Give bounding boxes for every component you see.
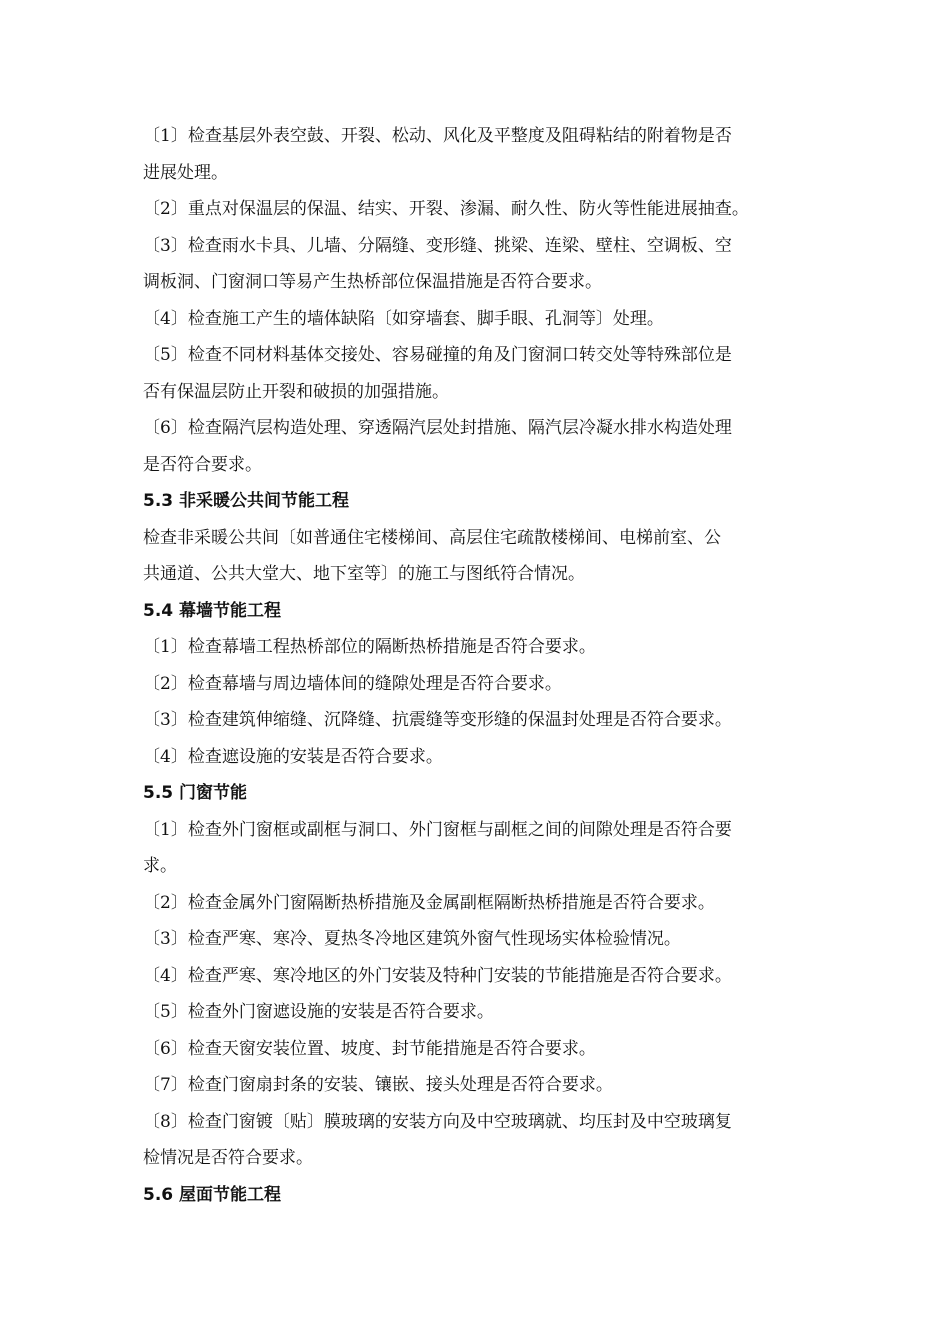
section-heading: 5.4 幕墙节能工程 — [143, 600, 282, 621]
paragraph-line: 〔1〕检查幕墙工程热桥部位的隔断热桥措施是否符合要求。 — [143, 637, 596, 657]
paragraph-line: 检查非采暖公共间〔如普通住宅楼梯间、高层住宅疏散楼梯间、电梯前室、公 — [143, 527, 721, 548]
paragraph-line: 〔5〕检查不同材料基体交接处、容易碰撞的角及门窗洞口转交处等特殊部位是 — [143, 345, 732, 365]
paragraph-line: 调板洞、门窗洞口等易产生热桥部位保温措施是否符合要求。 — [143, 272, 602, 292]
paragraph-line: 〔2〕重点对保温层的保温、结实、开裂、渗漏、耐久性、防火等性能进展抽查。 — [143, 199, 749, 219]
section-heading: 5.5 门窗节能 — [143, 783, 248, 803]
paragraph-line: 〔4〕检查遮设施的安装是否符合要求。 — [143, 746, 443, 767]
document-body — [143, 118, 823, 1213]
paragraph-line: 进展处理。 — [143, 162, 228, 183]
paragraph-line: 〔6〕检查天窗安装位置、坡度、封节能措施是否符合要求。 — [143, 1038, 596, 1059]
paragraph-line: 〔1〕检查基层外表空鼓、开裂、松动、风化及平整度及阻碍粘结的附着物是否 — [143, 126, 732, 146]
paragraph-line: 〔2〕检查金属外门窗隔断热桥措施及金属副框隔断热桥措施是否符合要求。 — [143, 892, 715, 913]
section-heading: 5.3 非采暖公共间节能工程 — [143, 491, 350, 511]
paragraph-line: 〔8〕检查门窗镀〔贴〕膜玻璃的安装方向及中空玻璃就、均压封及中空玻璃复 — [143, 1111, 732, 1132]
section-heading: 5.6 屋面节能工程 — [143, 1184, 282, 1205]
paragraph-line: 〔4〕检查施工产生的墙体缺陷〔如穿墙套、脚手眼、孔洞等〕处理。 — [143, 308, 664, 329]
paragraph-line: 〔6〕检查隔汽层构造处理、穿透隔汽层处封措施、隔汽层冷凝水排水构造处理 — [143, 418, 732, 438]
paragraph-line: 〔7〕检查门窗扇封条的安装、镶嵌、接头处理是否符合要求。 — [143, 1075, 613, 1095]
paragraph-line: 否有保温层防止开裂和破损的加强措施。 — [143, 381, 449, 402]
paragraph-line: 是否符合要求。 — [143, 454, 262, 475]
paragraph-line: 〔3〕检查雨水卡具、儿墙、分隔缝、变形缝、挑梁、连梁、壁柱、空调板、空 — [143, 235, 732, 256]
paragraph-line: 〔1〕检查外门窗框或副框与洞口、外门窗框与副框之间的间隙处理是否符合要 — [143, 819, 732, 840]
paragraph-line: 检情况是否符合要求。 — [143, 1148, 313, 1168]
paragraph-line: 〔3〕检查建筑伸缩缝、沉降缝、抗震缝等变形缝的保温封处理是否符合要求。 — [143, 710, 732, 730]
paragraph-line: 求。 — [143, 856, 177, 876]
paragraph-line: 共通道、公共大堂大、地下室等〕的施工与图纸符合情况。 — [143, 564, 585, 584]
paragraph-line: 〔2〕检查幕墙与周边墙体间的缝隙处理是否符合要求。 — [143, 673, 562, 694]
paragraph-line: 〔4〕检查严寒、寒冷地区的外门安装及特种门安装的节能措施是否符合要求。 — [143, 965, 732, 986]
paragraph-line: 〔5〕检查外门窗遮设施的安装是否符合要求。 — [143, 1002, 494, 1022]
paragraph-line: 〔3〕检查严寒、寒冷、夏热冬冷地区建筑外窗气性现场实体检验情况。 — [143, 929, 681, 949]
